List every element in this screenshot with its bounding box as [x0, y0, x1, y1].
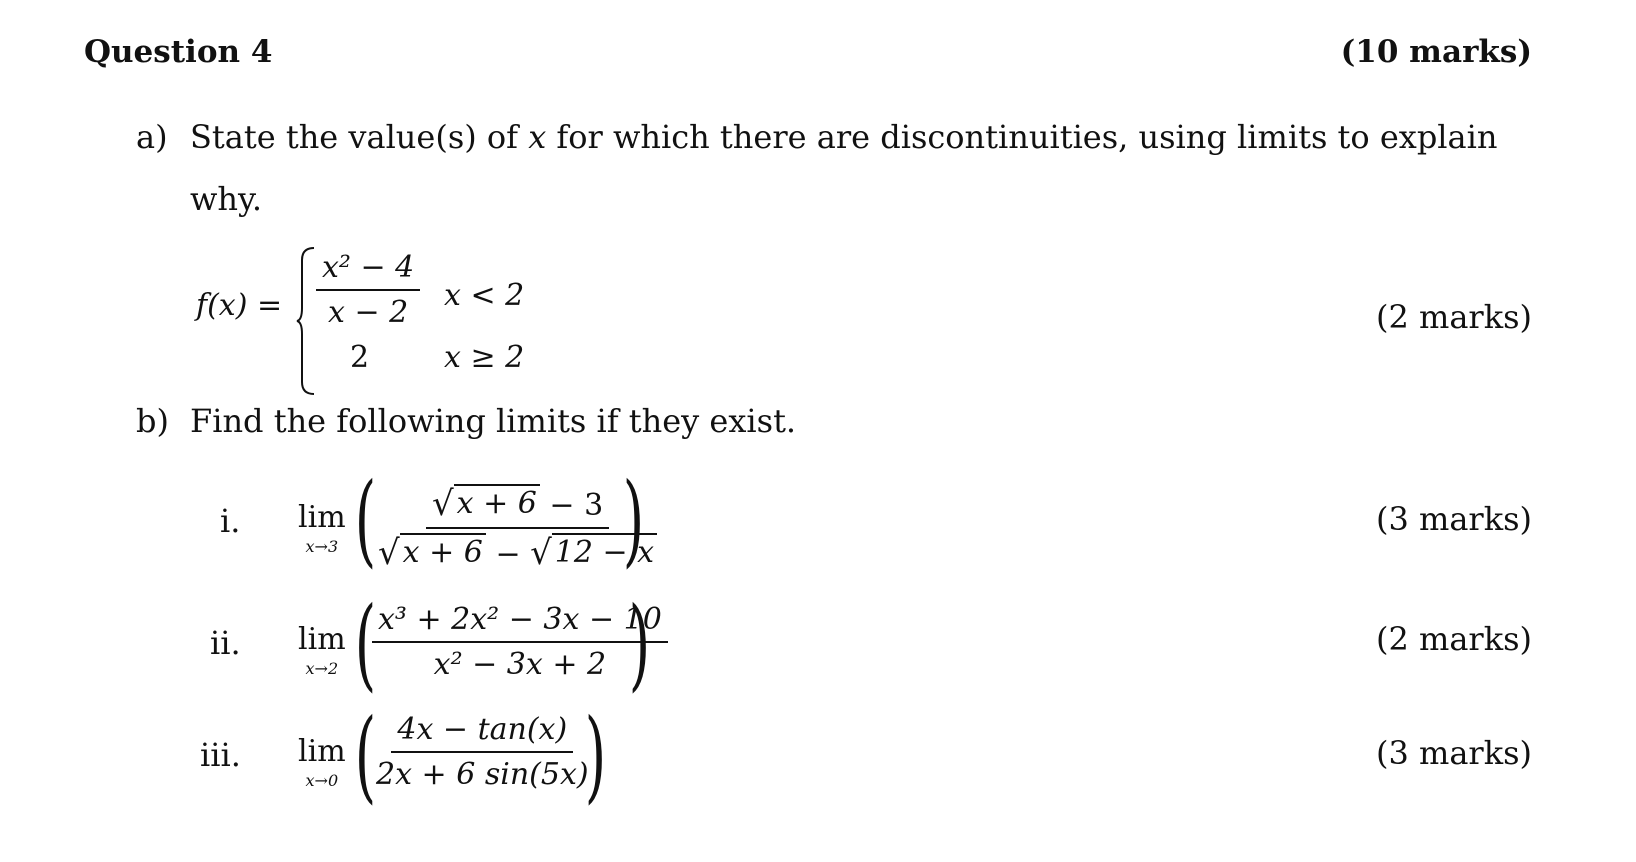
item-ii-marks: (2 marks) — [1375, 620, 1532, 658]
item-iii-lim-sub: x→0 — [305, 771, 339, 790]
part-a-text-line1 — [190, 118, 1497, 156]
item-iii-lim-word: lim — [298, 734, 346, 769]
case2-value: 2 — [350, 340, 370, 375]
item-iii-fraction — [370, 712, 595, 792]
part-a-text-a: State the value(s) of — [190, 118, 519, 156]
case1-fraction — [316, 250, 420, 330]
item-ii-numerator: x³ + 2x² − 3x − 10 — [372, 602, 668, 643]
item-ii-denominator: x² − 3x + 2 — [433, 647, 607, 682]
piecewise-brace — [296, 246, 318, 396]
item-iii-denominator: 2x + 6 sin(5x) — [376, 757, 589, 792]
part-a-variable: x — [528, 118, 547, 156]
item-i-denominator: √ x + 6 − √ 12 − x — [372, 529, 663, 572]
item-i-den-root2: √ 12 − x — [530, 533, 657, 570]
item-i-limit — [298, 500, 346, 556]
item-ii-limit — [298, 622, 346, 678]
part-a-text-line2: why. — [190, 180, 262, 218]
item-i-fraction — [372, 484, 663, 572]
part-b-text: Find the following limits if they exist. — [190, 402, 797, 440]
item-i-lim-word: lim — [298, 500, 346, 535]
function-lhs: f(x) = — [196, 288, 283, 323]
item-iii-limit — [298, 734, 346, 790]
question-title: Question 4 — [84, 34, 273, 70]
item-ii-right-paren: ) — [628, 585, 651, 702]
item-ii-left-paren: ( — [354, 585, 377, 702]
item-i-numeral: i. — [220, 502, 241, 540]
item-i-right-paren: ) — [622, 461, 645, 578]
item-ii-lim-word: lim — [298, 622, 346, 657]
part-a-label: a) — [136, 118, 168, 156]
item-iii-left-paren: ( — [354, 697, 377, 814]
item-ii-fraction — [372, 602, 668, 682]
item-iii-numerator: 4x − tan(x) — [391, 712, 573, 753]
item-i-lim-sub: x→3 — [305, 537, 339, 556]
case1-denominator: x − 2 — [328, 295, 409, 330]
item-i-den-root1: √ x + 6 — [378, 533, 486, 570]
part-b-label: b) — [136, 402, 169, 440]
case2-condition: x ≥ 2 — [444, 340, 525, 375]
item-iii-marks: (3 marks) — [1375, 734, 1532, 772]
item-iii-numeral: iii. — [200, 736, 241, 774]
item-i-numerator: √ x + 6 − 3 — [426, 484, 609, 529]
item-i-marks: (3 marks) — [1375, 500, 1532, 538]
part-a-marks: (2 marks) — [1375, 298, 1532, 336]
case1-numerator: x² − 4 — [316, 250, 420, 291]
item-ii-lim-sub: x→2 — [305, 659, 339, 678]
item-i-left-paren: ( — [354, 461, 377, 578]
item-i-num-root: √ x + 6 — [432, 484, 540, 521]
item-ii-numeral: ii. — [210, 624, 241, 662]
question-total-marks: (10 marks) — [1340, 34, 1532, 70]
part-a-text-b: for which there are discontinuities, using limits to explain — [556, 118, 1498, 156]
case1-condition: x < 2 — [444, 278, 525, 313]
item-iii-right-paren: ) — [584, 697, 607, 814]
